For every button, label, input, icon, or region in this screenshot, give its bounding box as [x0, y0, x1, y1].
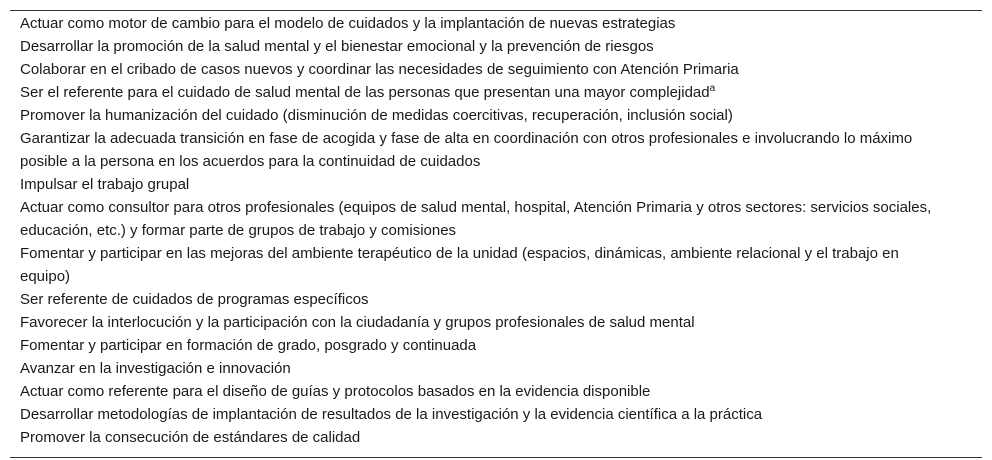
table-cell [10, 11, 982, 35]
footnote-marker: a [709, 83, 716, 94]
table-cell [10, 426, 982, 449]
table-row [10, 127, 982, 173]
table-row [10, 426, 982, 449]
row-text: Ser referente de cuidados de programas específicos [20, 291, 369, 308]
table-cell [10, 35, 982, 58]
table-row [10, 334, 982, 357]
table-row [10, 311, 982, 334]
row-text: Promover la humanización del cuidado (disminución de medidas coercitivas, recuperación, inclusión social) [20, 107, 733, 124]
table-cell [10, 311, 982, 334]
row-text: Avanzar en la investigación e innovación [20, 360, 291, 377]
row-text: Actuar como motor de cambio para el modelo de cuidados y la implantación de nuevas estrategias [20, 15, 676, 32]
row-text: Ser el referente para el cuidado de salud mental de las personas que presentan una mayor complejidad [20, 84, 710, 101]
functions-table [10, 10, 982, 458]
table-row [10, 58, 982, 81]
table-cell [10, 173, 982, 196]
row-text: Desarrollar metodologías de implantación de resultados de la investigación y la evidencia científica a la práctica [20, 406, 763, 423]
row-text: Promover la consecución de estándares de calidad [20, 429, 361, 446]
row-text: Favorecer la interlocución y la participación con la ciudadanía y grupos profesionales de salud mental [20, 314, 695, 331]
row-text: Actuar como referente para el diseño de guías y protocolos basados en la evidencia disponible [20, 383, 651, 400]
table-row [10, 104, 982, 127]
table-cell [10, 242, 982, 288]
table-body [10, 11, 982, 449]
row-text: Desarrollar la promoción de la salud mental y el bienestar emocional y la prevención de riesgos [20, 38, 654, 55]
table-row [10, 35, 982, 58]
row-text: Impulsar el trabajo grupal [20, 176, 190, 193]
table-cell [10, 196, 982, 242]
table-row [10, 173, 982, 196]
row-text: Actuar como consultor para otros profesionales (equipos de salud mental, hospital, Atención Primaria y otros sectores: servicios sociales, educación, etc.) y formar parte de grupos de trabajo y comisiones [20, 199, 932, 239]
table-row [10, 11, 982, 35]
table-cell [10, 403, 982, 426]
row-text: Fomentar y participar en formación de grado, posgrado y continuada [20, 337, 477, 354]
table-row [10, 288, 982, 311]
table-row [10, 242, 982, 288]
table-row [10, 357, 982, 380]
table-row [10, 196, 982, 242]
table-cell [10, 104, 982, 127]
table-row [10, 403, 982, 426]
table-cell [10, 58, 982, 81]
row-text: Garantizar la adecuada transición en fase de acogida y fase de alta en coordinación con otros profesionales e involucrando lo máximo posible a la persona en los acuerdos para la continuidad de cuidados [20, 130, 913, 170]
table-cell [10, 81, 982, 104]
table-cell [10, 357, 982, 380]
table-bottom-rule [10, 457, 982, 458]
row-text: Colaborar en el cribado de casos nuevos y coordinar las necesidades de seguimiento con Atención Primaria [20, 61, 739, 78]
table-cell [10, 288, 982, 311]
table-row [10, 380, 982, 403]
table-cell [10, 127, 982, 173]
table-cell [10, 380, 982, 403]
row-text: Fomentar y participar en las mejoras del ambiente terapéutico de la unidad (espacios, dinámicas, ambiente relacional y el trabajo en equipo) [20, 245, 899, 285]
table-cell [10, 334, 982, 357]
table-row [10, 81, 982, 104]
